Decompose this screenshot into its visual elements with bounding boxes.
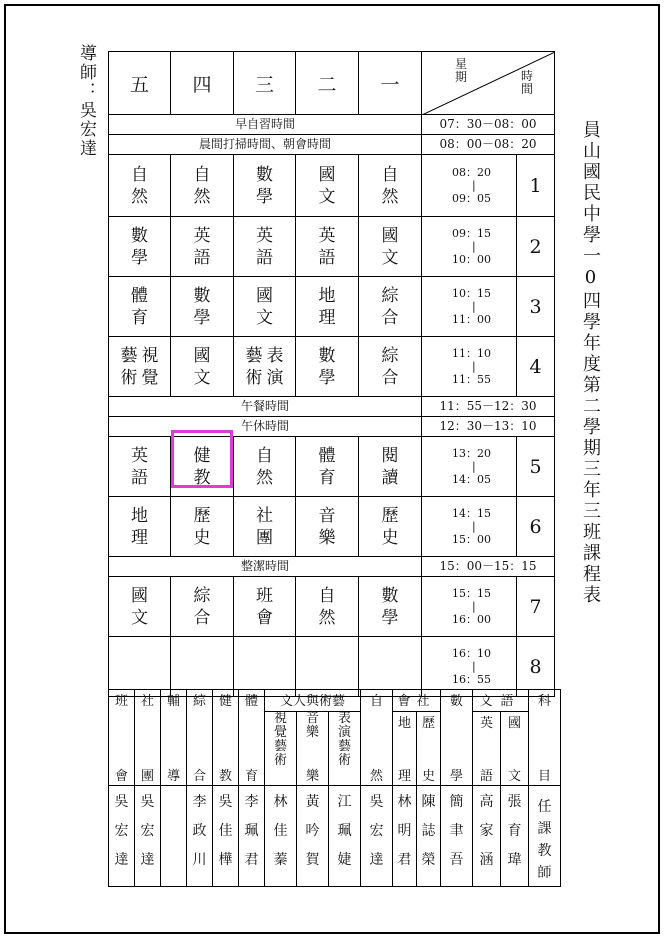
arts-subheader: 音 樂 樂: [297, 712, 329, 786]
subject-header: 科 目: [529, 690, 561, 786]
subject-cell: 英 語: [171, 217, 234, 277]
subject-cell: 班 會: [234, 577, 296, 637]
period-time: 13：20 | 14：05: [422, 437, 517, 497]
period-number: 2: [517, 217, 555, 277]
break-time: 07：30－08：00: [422, 115, 555, 135]
teacher-name: 黃 吟 賀: [297, 786, 329, 887]
arts-subheader: 表 演 藝 術: [329, 712, 361, 786]
teacher-name: 高 家 涵: [473, 786, 501, 887]
day-header: 五: [109, 52, 171, 115]
subject-header: 體 育: [239, 690, 265, 786]
subject-cell: 數 學: [359, 577, 422, 637]
period-time: 15：15 | 16：00: [422, 577, 517, 637]
teacher-name: 簡 聿 吾: [441, 786, 473, 887]
corner-weekday-label: 星期: [454, 57, 467, 84]
subject-cell: 音 樂: [296, 497, 359, 557]
period-time: 09：15 | 10：00: [422, 217, 517, 277]
group-header-arts: 文人與術藝: [265, 690, 361, 712]
break-label: 整潔時間: [109, 557, 422, 577]
group-header-social: 會社: [393, 690, 441, 712]
subject-cell: 英 語: [296, 217, 359, 277]
day-header: 二: [296, 52, 359, 115]
day-header: 四: [171, 52, 234, 115]
subject-cell: [234, 637, 296, 697]
period-number: 6: [517, 497, 555, 557]
subject-header: 社 團: [135, 690, 161, 786]
subject-cell: 自 然: [109, 155, 171, 217]
period-number: 1: [517, 155, 555, 217]
subject-cell: 數 學: [296, 337, 359, 397]
subject-cell: [171, 637, 234, 697]
break-time: 11：55－12：30: [422, 397, 555, 417]
social-subheader: 歷 史: [417, 712, 441, 786]
subject-cell: 英 語: [109, 437, 171, 497]
break-time: 08：00－08：20: [422, 135, 555, 155]
teacher-name: 任 課 教 師: [529, 786, 561, 887]
subject-header: 自 然: [361, 690, 393, 786]
subject-cell: 綜 合: [359, 277, 422, 337]
subject-cell: 自 然: [234, 437, 296, 497]
period-number: 3: [517, 277, 555, 337]
corner-header: [422, 52, 555, 115]
day-header: 一: [359, 52, 422, 115]
subject-cell: 自 然: [171, 155, 234, 217]
subject-cell: 綜 合: [171, 577, 234, 637]
subject-cell: 國 文: [359, 217, 422, 277]
teacher-name: 吳 宏 達: [361, 786, 393, 887]
period-number: 7: [517, 577, 555, 637]
break-label: 午休時間: [109, 417, 422, 437]
day-header: 三: [234, 52, 296, 115]
subject-cell: 國 文: [171, 337, 234, 397]
subject-cell: 國 文: [234, 277, 296, 337]
break-label: 早自習時間: [109, 115, 422, 135]
group-header-lang: 文語: [473, 690, 529, 712]
subject-cell: 數 學: [109, 217, 171, 277]
period-time: 11：10 | 11：55: [422, 337, 517, 397]
timetable-title: 員山國民中學一0四學年度第二學期三年三班課程表: [580, 120, 601, 606]
period-time: 16：10 | 16：55: [422, 637, 517, 697]
break-time: 12：30－13：10: [422, 417, 555, 437]
subject-cell: 社 團: [234, 497, 296, 557]
subject-header: 輔 導: [161, 690, 187, 786]
subject-header: 數 學: [441, 690, 473, 786]
teacher-name: 吳 佳 樺: [213, 786, 239, 887]
subject-header: 班 會: [109, 690, 135, 786]
teacher-name: 吳 宏 達: [135, 786, 161, 887]
teacher-name: 吳 宏 達: [109, 786, 135, 887]
arts-subheader: 視 覺 藝 術: [265, 712, 297, 786]
subject-cell: 體 育: [109, 277, 171, 337]
subject-cell: 國 文: [296, 155, 359, 217]
subject-cell: [296, 637, 359, 697]
subject-cell: 藝 術 表 演: [234, 337, 296, 397]
teacher-name: 陳 誌 榮: [417, 786, 441, 887]
period-number: 4: [517, 337, 555, 397]
homeroom-teacher: 導師：吳宏達: [76, 44, 96, 158]
subject-cell: 地 理: [109, 497, 171, 557]
highlight-box: [171, 430, 233, 488]
timetable: [108, 51, 555, 697]
period-time: 08：20 | 09：05: [422, 155, 517, 217]
subject-cell: [109, 637, 171, 697]
period-time: 10：15 | 11：00: [422, 277, 517, 337]
break-label: 午餐時間: [109, 397, 422, 417]
subject-cell: 數 學: [234, 155, 296, 217]
teacher-name: 張 育 瑋: [501, 786, 529, 887]
subject-cell: 國 文: [109, 577, 171, 637]
subject-cell: 健 教: [171, 437, 234, 497]
subject-header: 健 教: [213, 690, 239, 786]
subject-cell: 體 育: [296, 437, 359, 497]
subject-cell: 自 然: [296, 577, 359, 637]
break-label: 晨間打掃時間、朝會時間: [109, 135, 422, 155]
subject-cell: 地 理: [296, 277, 359, 337]
period-time: 14：15 | 15：00: [422, 497, 517, 557]
break-time: 15：00－15：15: [422, 557, 555, 577]
period-number: 5: [517, 437, 555, 497]
subject-cell: 閱 讀: [359, 437, 422, 497]
lang-subheader: 國 文: [501, 712, 529, 786]
subject-cell: 綜 合: [359, 337, 422, 397]
subject-cell: 英 語: [234, 217, 296, 277]
subject-cell: 歷 史: [171, 497, 234, 557]
subject-header: 綜 合: [187, 690, 213, 786]
social-subheader: 地 理: [393, 712, 417, 786]
subject-cell: 數 學: [171, 277, 234, 337]
teacher-name: 林 佳 蓁: [265, 786, 297, 887]
corner-diagonal: [422, 52, 555, 115]
teacher-name: 李 政 川: [187, 786, 213, 887]
lang-subheader: 英 語: [473, 712, 501, 786]
teacher-name: 林 明 君: [393, 786, 417, 887]
period-number: 8: [517, 637, 555, 697]
teacher-table: [108, 689, 561, 887]
subject-cell: [359, 637, 422, 697]
teacher-name: 李 珮 君: [239, 786, 265, 887]
teacher-name: [161, 786, 187, 887]
subject-cell: 藝 術 視 覺: [109, 337, 171, 397]
corner-time-label: 時間: [520, 69, 533, 96]
subject-cell: 自 然: [359, 155, 422, 217]
subject-cell: 歷 史: [359, 497, 422, 557]
teacher-name: 江 珮 婕: [329, 786, 361, 887]
